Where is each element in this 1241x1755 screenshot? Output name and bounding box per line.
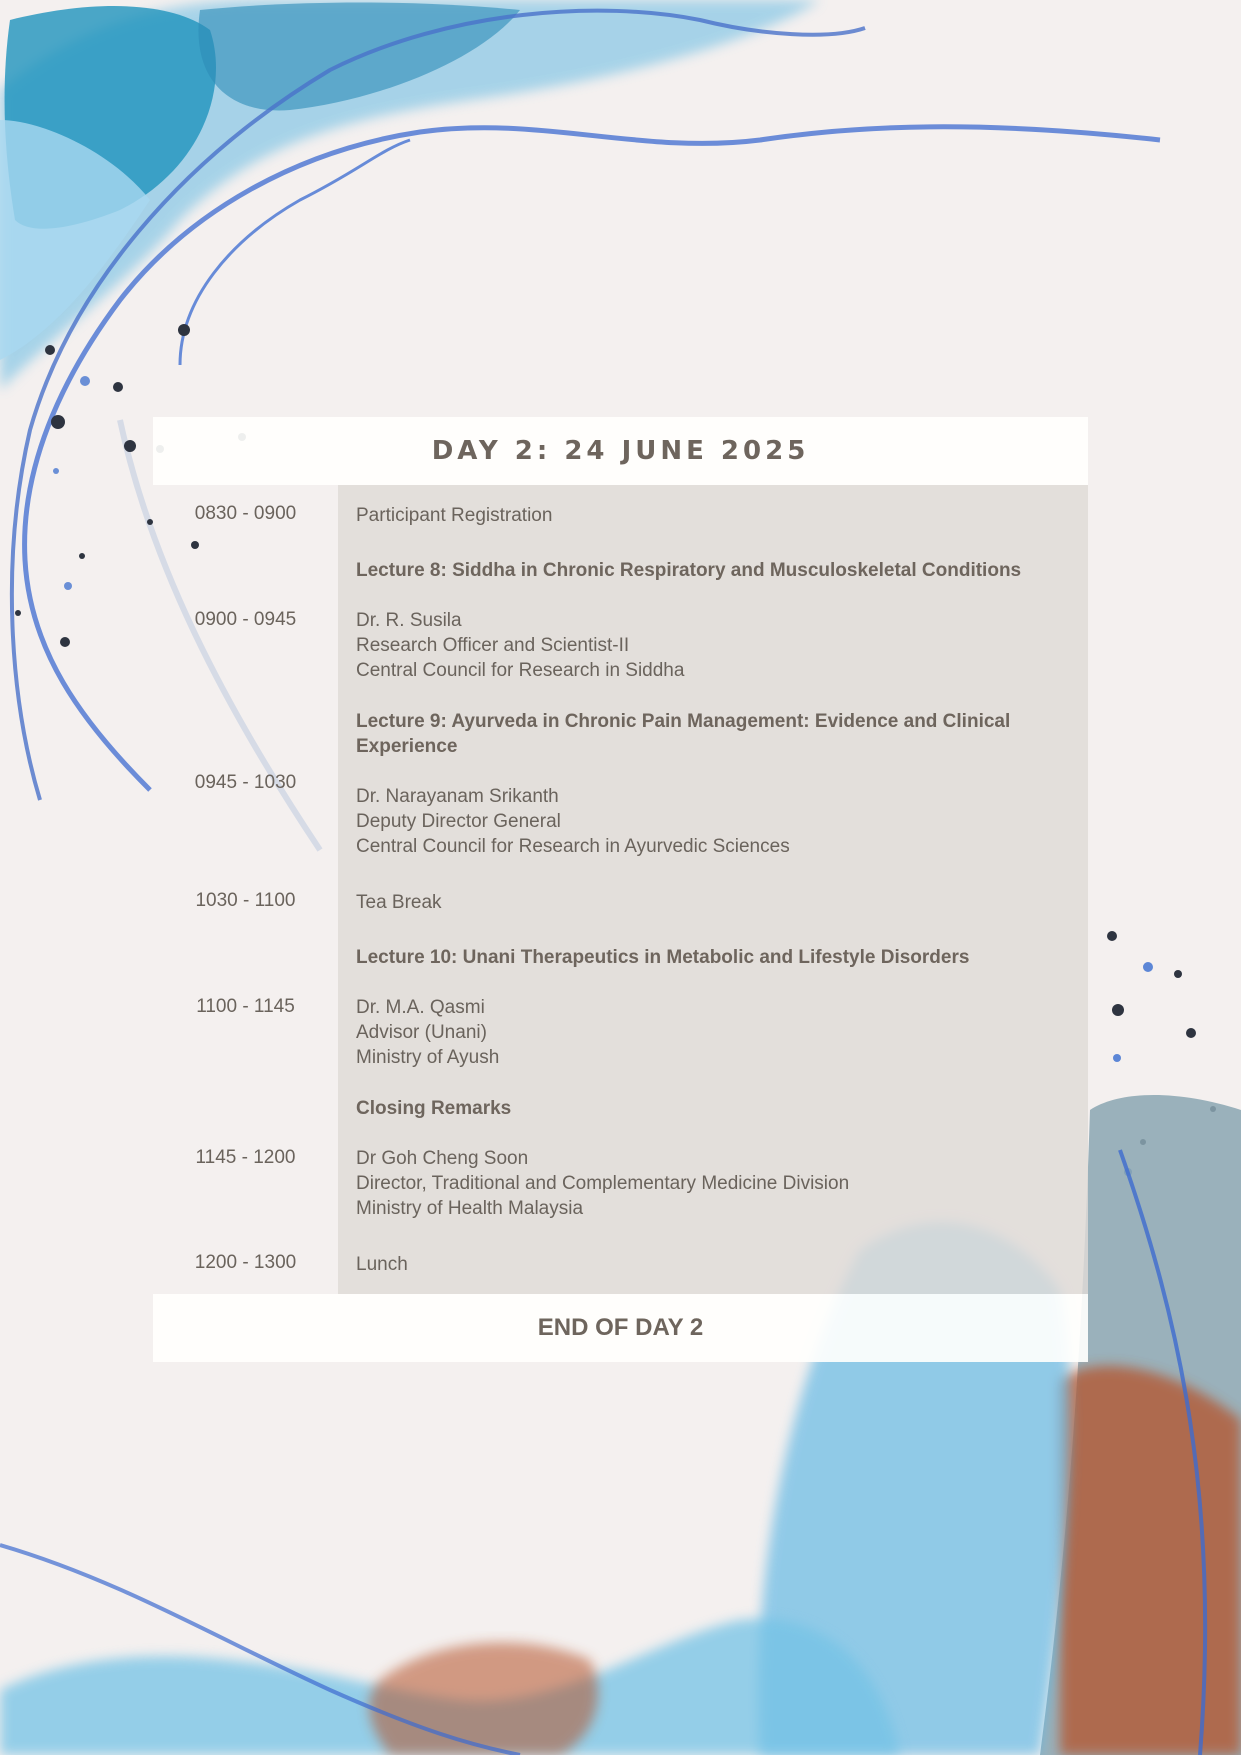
session-time: 0830 - 0900 — [194, 503, 297, 524]
agenda-footer — [153, 1294, 1088, 1362]
schedule-row — [153, 1083, 1088, 1234]
speaker-organization: Ministry of Ayush — [356, 1047, 500, 1068]
speaker-role: Director, Traditional and Complementary Medicine Division — [356, 1173, 850, 1194]
agenda-header — [153, 417, 1088, 485]
speaker-name: Dr. R. Susila — [356, 610, 462, 631]
session-time: 0900 - 0945 — [194, 608, 297, 630]
speaker-name: Dr. Narayanam Srikanth — [356, 786, 559, 807]
session-line: Tea Break — [356, 891, 442, 913]
schedule-row — [153, 932, 1088, 1083]
agenda-panel — [153, 417, 1088, 1362]
session-detail — [338, 1083, 1088, 1234]
session-detail — [338, 545, 1088, 696]
page-title: DAY 2: 24 JUNE 2025 — [431, 436, 810, 466]
session-detail — [338, 872, 1088, 932]
speaker-organization: Ministry of Health Malaysia — [356, 1198, 584, 1219]
session-time: 0945 - 1030 — [194, 772, 297, 793]
speaker-name: Dr. M.A. Qasmi — [356, 997, 485, 1018]
schedule-row — [153, 485, 1088, 545]
session-time: 1030 - 1100 — [195, 890, 296, 911]
speaker-role: Research Officer and Scientist-II — [356, 635, 630, 656]
session-title: Closing Remarks — [356, 1098, 512, 1119]
session-time: 1145 - 1200 — [195, 1146, 296, 1168]
speaker-role: Deputy Director General — [356, 811, 561, 832]
speaker-name: Dr Goh Cheng Soon — [356, 1148, 529, 1169]
schedule-row — [153, 545, 1088, 696]
session-line: Participant Registration — [356, 504, 553, 526]
schedule-row — [153, 696, 1088, 872]
session-line: Lunch — [356, 1253, 408, 1275]
session-title: Lecture 10: Unani Therapeutics in Metabolic and Lifestyle Disorders — [356, 947, 970, 968]
session-detail — [338, 1234, 1088, 1294]
session-title: Lecture 8: Siddha in Chronic Respiratory and Musculoskeletal Conditions — [356, 560, 1022, 581]
session-detail — [338, 696, 1088, 872]
speaker-role: Advisor (Unani) — [356, 1022, 487, 1043]
schedule-row — [153, 1234, 1088, 1294]
schedule-list — [153, 485, 1088, 1294]
session-detail — [338, 485, 1088, 545]
session-time: 1200 - 1300 — [194, 1252, 297, 1273]
session-detail — [338, 932, 1088, 1083]
speaker-organization: Central Council for Research in Ayurvedic Sciences — [356, 836, 790, 857]
speaker-organization: Central Council for Research in Siddha — [356, 660, 685, 681]
schedule-row — [153, 872, 1088, 932]
session-time: 1100 - 1145 — [196, 995, 295, 1017]
session-title: Lecture 9: Ayurveda in Chronic Pain Management: Evidence and Clinical Experience — [356, 711, 1011, 757]
end-of-day-label: END OF DAY 2 — [537, 1314, 704, 1341]
